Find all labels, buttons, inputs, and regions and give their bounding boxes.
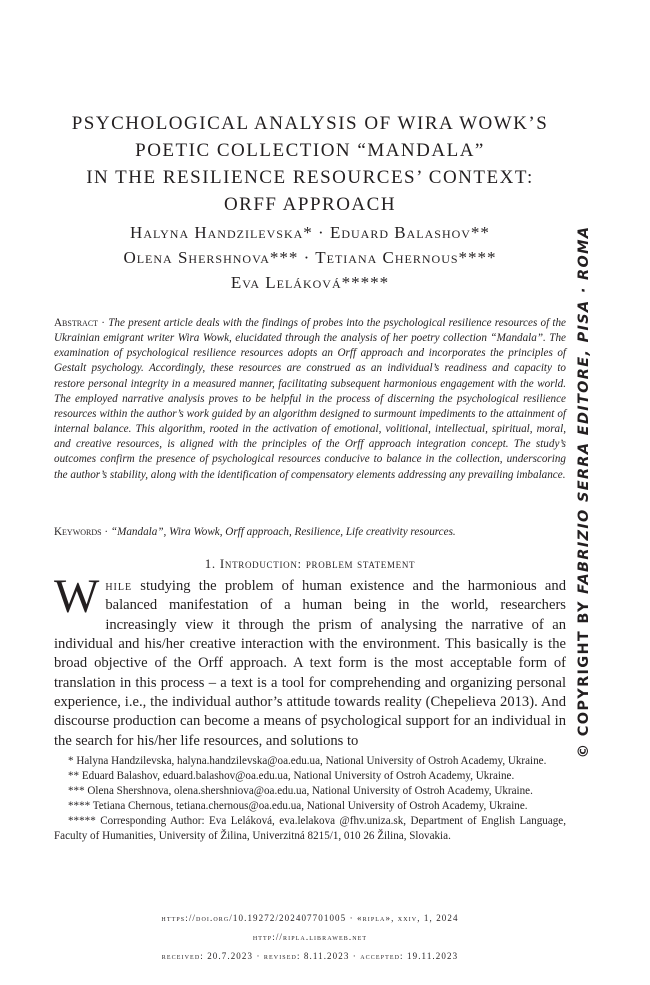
title-line: IN THE RESILIENCE RESOURCES’ CONTEXT: (86, 167, 534, 188)
article-title (30, 110, 590, 218)
body-text: studying the problem of human existence and the harmonious and balanced manifestation of a human being in the world, researchers increasingly view it through the prism of analysing the narrative of an individual and his/her creative interaction with the environment. This basically is the broad objective of the Orff approach. A text form is the most acceptable form of translation in this process – a text is a tool for comprehending and organizing personal experience, i.e., the individual author’s attitude towards reality (Chepelieva 2013). And discourse production can become a means of psychological support for an individual in the search for his/her life resources, and solutions to (54, 578, 566, 749)
page-footer (54, 909, 566, 966)
journal-url: http://ripla.libraweb.net (252, 932, 368, 942)
footnote: * Halyna Handzilevska, halyna.handzilevska@oa.edu.ua, National University of Ostroh Academy, Ukraine. (68, 755, 547, 767)
footnote: **** Tetiana Chernous, tetiana.chernous@oa.edu.ua, National University of Ostroh Academy, Ukraine. (68, 800, 528, 813)
footnote: *** Olena Shershnova, olena.shershniova@oa.edu.ua, National University of Ostroh Academy, Ukraine. (68, 785, 533, 798)
copyright-label: © COPYRIGHT BY (576, 593, 592, 759)
drop-cap: W (54, 570, 100, 623)
author-list (30, 220, 590, 295)
lead-in: hile (105, 578, 133, 594)
keywords (54, 525, 566, 540)
author-line: Eva Leláková***** (230, 273, 390, 292)
body-paragraph (54, 570, 566, 751)
footnote: ***** Corresponding Author: Eva Leláková, eva.lelakova @fhv.uniza.sk, Department of English Language, Faculty of Humanities, University of Žilina, Univerzitná 8215/1, 010 26 Žilina, Slovakia. (54, 815, 566, 843)
title-line: POETIC COLLECTION “MANDALA” (135, 140, 485, 161)
doi-line: https://doi.org/10.19272/202407701005 · «ripla», xxiv, 1, 2024 (161, 913, 459, 923)
copyright-notice (576, 226, 592, 759)
abstract-text: The present article deals with the findings of probes into the psychological resilience resources of the Ukrainian emigrant writer Wira Wowk, elucidated through the analysis of her poetry collection “Mandala”. The examination of psychological resilience resources adopts an Orff approach and incorporates the principles of Gestalt psychology. Accordingly, these resources are construed as an individual’s readiness and capacity to restore personal integrity in a measured manner, facilitating subsequent harmonious engagement with the world. The employed narrative analysis proves to be helpful in the process of discerning the psychological resilience resources within the author’s work guided by an algorithm designed to surmount impediments to the attainment of internal balance. This algorithm, rooted in the activation of emotional, volitional, intellectual, spiritual, moral, and creative resources, is aligned with the principles of the Orff approach integration concept. The study’s outcomes confirm the presence of psychological resources conducive to balance in the collection, underscoring the author’s stability, along with the identification of compensatory elements addressing any prevailing imbalance. (54, 317, 566, 481)
title-line: ORFF APPROACH (223, 194, 397, 215)
author-line: Olena Shershnova*** · Tetiana Chernous**** (123, 248, 497, 267)
footnotes (54, 754, 566, 845)
abstract-label: Abstract · (54, 317, 109, 329)
title-line: PSYCHOLOGICAL ANALYSIS OF WIRA WOWK’S (71, 113, 549, 134)
abstract (54, 316, 566, 483)
keywords-text: “Mandala”, Wira Wowk, Orff approach, Resilience, Life creativity resources. (110, 526, 456, 538)
section-heading: 1. Introduction: problem statement (204, 556, 416, 571)
keywords-label: Keywords · (54, 526, 111, 538)
publisher-name: FABRIZIO SERRA EDITORE, PISA · ROMA (576, 225, 592, 594)
copyright-sidebar (574, 225, 594, 759)
author-line: Halyna Handzilevska* · Eduard Balashov** (130, 223, 490, 242)
footnote: ** Eduard Balashov, eduard.balashov@oa.edu.ua, National University of Ostroh Academy, Ukraine. (68, 770, 515, 783)
dates-line: received: 20.7.2023 · revised: 8.11.2023 · accepted: 19.11.2023 (161, 951, 459, 961)
